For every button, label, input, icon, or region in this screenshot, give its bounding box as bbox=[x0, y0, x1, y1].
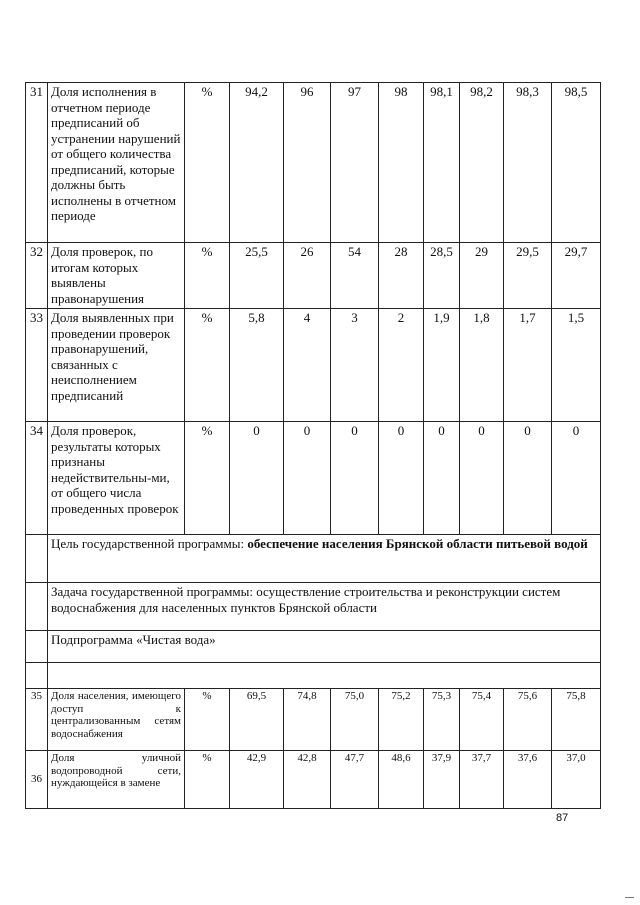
value-cell: 37,6 bbox=[504, 751, 552, 809]
value-cell: 75,3 bbox=[424, 689, 460, 751]
value-cell: 98,2 bbox=[460, 83, 504, 243]
value-cell: 37,7 bbox=[460, 751, 504, 809]
table-row bbox=[26, 309, 601, 422]
goal-cell bbox=[48, 535, 601, 583]
unit-cell: % bbox=[185, 243, 230, 309]
value-cell: 0 bbox=[379, 422, 424, 535]
value-cell: 42,8 bbox=[284, 751, 331, 809]
empty-cell bbox=[26, 631, 48, 663]
row-number: 35 bbox=[26, 689, 48, 751]
value-cell: 47,7 bbox=[331, 751, 379, 809]
table-row bbox=[26, 243, 601, 309]
value-cell: 1,7 bbox=[504, 309, 552, 422]
value-cell: 48,6 bbox=[379, 751, 424, 809]
empty-cell bbox=[26, 583, 48, 631]
value-cell: 75,6 bbox=[504, 689, 552, 751]
indicator-name: Доля проверок, по итогам которых выявлены правонарушения bbox=[48, 243, 185, 309]
unit-cell: % bbox=[185, 309, 230, 422]
unit-cell: % bbox=[185, 751, 230, 809]
value-cell: 98 bbox=[379, 83, 424, 243]
value-cell: 37,0 bbox=[552, 751, 601, 809]
row-number: 34 bbox=[26, 422, 48, 535]
value-cell: 26 bbox=[284, 243, 331, 309]
subprogram-row bbox=[26, 631, 601, 663]
table-row bbox=[26, 689, 601, 751]
indicator-name: Доля населения, имеющего доступ к централизованным сетям водоснабжения bbox=[48, 689, 185, 751]
value-cell: 69,5 bbox=[230, 689, 284, 751]
task-cell: Задача государственной программы: осуществление строительства и реконструкции систем водоснабжения для населенных пунктов Брянской области bbox=[48, 583, 601, 631]
value-cell: 98,1 bbox=[424, 83, 460, 243]
indicator-name: Доля исполнения в отчетном периоде предписаний об устранении нарушений от общего количества предписаний, которые должны быть исполнены в отчетном периоде bbox=[48, 83, 185, 243]
table-row bbox=[26, 751, 601, 809]
value-cell: 28,5 bbox=[424, 243, 460, 309]
value-cell: 0 bbox=[230, 422, 284, 535]
scan-mark bbox=[625, 897, 634, 898]
value-cell: 75,8 bbox=[552, 689, 601, 751]
unit-cell: % bbox=[185, 422, 230, 535]
value-cell: 74,8 bbox=[284, 689, 331, 751]
unit-cell: % bbox=[185, 689, 230, 751]
indicator-name: Доля проверок, результаты которых признаны недействительны-ми, от общего числа проведенных проверок bbox=[48, 422, 185, 535]
unit-cell: % bbox=[185, 83, 230, 243]
value-cell: 0 bbox=[504, 422, 552, 535]
value-cell: 96 bbox=[284, 83, 331, 243]
indicators-table bbox=[25, 82, 601, 809]
goal-prefix: Цель государственной программы: bbox=[51, 536, 248, 551]
row-number: 31 bbox=[26, 83, 48, 243]
value-cell: 1,9 bbox=[424, 309, 460, 422]
value-cell: 1,5 bbox=[552, 309, 601, 422]
spacer-row bbox=[26, 663, 601, 689]
value-cell: 75,2 bbox=[379, 689, 424, 751]
value-cell: 29 bbox=[460, 243, 504, 309]
value-cell: 98,3 bbox=[504, 83, 552, 243]
value-cell: 3 bbox=[331, 309, 379, 422]
row-number: 36 bbox=[26, 751, 48, 809]
value-cell: 0 bbox=[284, 422, 331, 535]
empty-cell bbox=[48, 663, 601, 689]
value-cell: 1,8 bbox=[460, 309, 504, 422]
value-cell: 54 bbox=[331, 243, 379, 309]
value-cell: 25,5 bbox=[230, 243, 284, 309]
value-cell: 0 bbox=[460, 422, 504, 535]
table-row bbox=[26, 422, 601, 535]
indicator-name: Доля уличной водопроводной сети, нуждающейся в замене bbox=[48, 751, 185, 809]
value-cell: 37,9 bbox=[424, 751, 460, 809]
value-cell: 0 bbox=[552, 422, 601, 535]
value-cell: 28 bbox=[379, 243, 424, 309]
value-cell: 75,0 bbox=[331, 689, 379, 751]
value-cell: 4 bbox=[284, 309, 331, 422]
value-cell: 98,5 bbox=[552, 83, 601, 243]
value-cell: 5,8 bbox=[230, 309, 284, 422]
subprogram-cell: Подпрограмма «Чистая вода» bbox=[48, 631, 601, 663]
table-row bbox=[26, 83, 601, 243]
value-cell: 75,4 bbox=[460, 689, 504, 751]
task-row bbox=[26, 583, 601, 631]
value-cell: 2 bbox=[379, 309, 424, 422]
row-number: 32 bbox=[26, 243, 48, 309]
indicator-name: Доля выявленных при проведении проверок правонарушений, связанных с неисполнением предписаний bbox=[48, 309, 185, 422]
goal-row bbox=[26, 535, 601, 583]
value-cell: 0 bbox=[424, 422, 460, 535]
empty-cell bbox=[26, 663, 48, 689]
value-cell: 94,2 bbox=[230, 83, 284, 243]
empty-cell bbox=[26, 535, 48, 583]
value-cell: 97 bbox=[331, 83, 379, 243]
value-cell: 0 bbox=[331, 422, 379, 535]
value-cell: 29,5 bbox=[504, 243, 552, 309]
value-cell: 42,9 bbox=[230, 751, 284, 809]
goal-text: обеспечение населения Брянской области питьевой водой bbox=[247, 536, 588, 551]
row-number: 33 bbox=[26, 309, 48, 422]
value-cell: 29,7 bbox=[552, 243, 601, 309]
page-number: 87 bbox=[556, 812, 569, 824]
